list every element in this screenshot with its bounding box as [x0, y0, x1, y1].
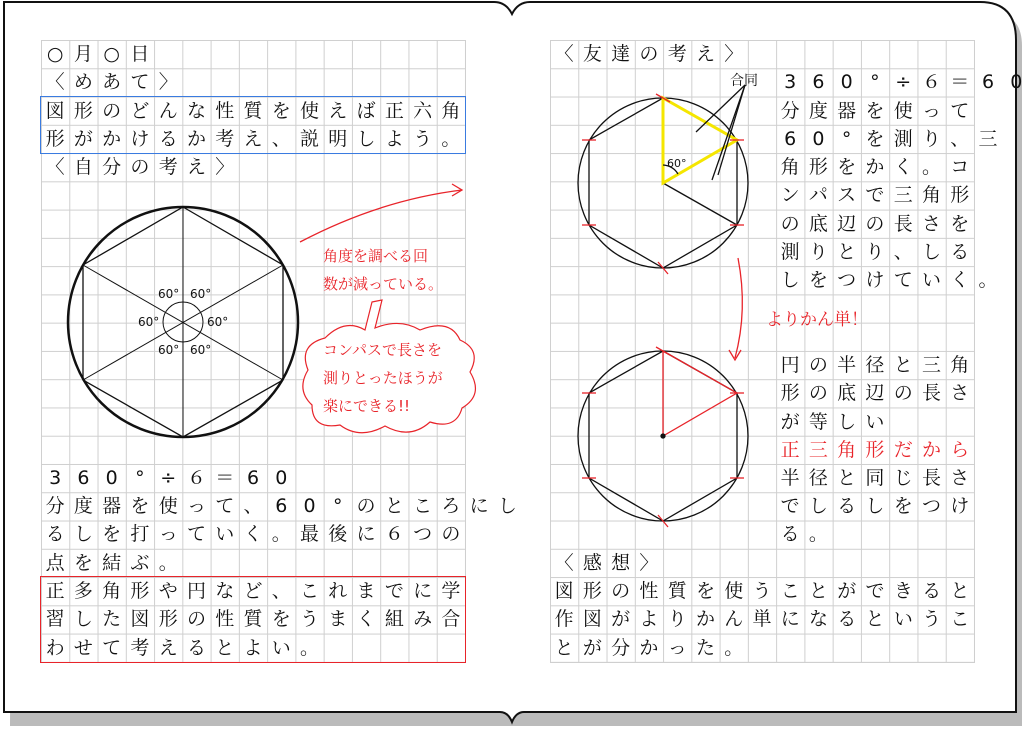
summary-line: わ せ て 考 え る と よ い 。	[45, 637, 320, 659]
reason-red-line: 正 三 角 形 だ か ら	[780, 439, 970, 461]
impression-heading: 〈 感 想 〉	[554, 552, 659, 574]
method-line: 3 6 0 ° ÷ ６ ＝ 6 0	[784, 71, 1023, 93]
angle-label: 60°	[190, 287, 212, 301]
reason-line: で し る し を つ け	[780, 495, 970, 517]
summary-line: 正 多 角 形 や 円 な ど 、 こ れ ま で に 学	[45, 580, 461, 602]
bubble-line: 測りとったほうが	[323, 369, 443, 387]
triangle-figure	[578, 351, 748, 521]
left-red-arrow	[300, 190, 462, 242]
friend-heading: 〈 友 達 の 考 え 〉	[554, 43, 744, 65]
explanation-line: る し を 打 っ て い く 。 最 後 に ６ つ の	[45, 523, 461, 545]
goal-heading: 〈 め あ て 〉	[45, 71, 178, 93]
my-idea-heading: 〈 自 分 の 考 え 〉	[45, 156, 235, 178]
explanation-line: 3 6 0 ° ÷ ６ ＝ 6 0	[49, 467, 288, 489]
method-line: 測 り と り 、 し る	[780, 241, 970, 263]
angle-label: 60°	[138, 315, 160, 329]
angle-label: 60°	[667, 157, 687, 170]
explanation-line: 分 度 器 を 使 っ て 、 6 0 ° の と こ ろ に し	[45, 495, 517, 517]
note-line: 角度を調べる回	[323, 247, 429, 265]
reason-line: 半 径 と 同 じ 長 さ	[780, 467, 970, 489]
reason-line: 形 の 底 辺 の 長 さ	[780, 382, 970, 404]
impression-line: 作 図 が よ り か ん 単 に な る と い う こ	[554, 608, 970, 630]
easier-note: よりかん単！	[766, 310, 868, 330]
bubble-line: 楽にできる!!	[323, 397, 411, 415]
angle-label: 60°	[158, 287, 180, 301]
goal-line: 図 形 の ど ん な 性 質 を 使 え ば 正 六 角	[45, 100, 461, 122]
impression-line: 図 形 の 性 質 を 使 う こ と が で き る と	[554, 580, 970, 602]
summary-line: 習 し た 図 形 の 性 質 を う ま く 組 み 合	[45, 608, 461, 630]
impression-line: と が 分 か っ た 。	[554, 637, 744, 659]
reason-line: 円 の 半 径 と 三 角	[780, 354, 970, 376]
reason-line: が 等 し い	[780, 411, 885, 433]
explanation-line: 点 を 結 ぶ 。	[45, 552, 178, 574]
right-red-arrow	[735, 258, 742, 358]
angle-label: 60°	[190, 343, 212, 357]
congruent-label: 合同	[730, 73, 758, 89]
method-line: 分 度 器 を 使 っ て	[780, 100, 970, 122]
reason-line: る 。	[780, 523, 828, 545]
angle-label: 60°	[158, 343, 180, 357]
method-line: し を つ け て い く 。	[780, 269, 998, 291]
method-line: の 底 辺 の 長 さ を	[780, 213, 970, 235]
friend-hexagon-figure	[578, 85, 748, 268]
method-line: 角 形 を か く 。 コ	[780, 156, 970, 178]
left-hexagon-figure	[68, 207, 298, 437]
date: ○ 月 ○ 日	[46, 43, 150, 65]
bubble-line: コンパスで長さを	[323, 341, 442, 359]
method-line: ン パ ス で 三 角 形	[780, 184, 970, 206]
note-line: 数が減っている。	[323, 275, 444, 293]
goal-line: 形 が か け る か 考 え 、 説 明 し よ う 。	[45, 128, 461, 150]
angle-label: 60°	[207, 315, 229, 329]
method-line: 6 0 ° を 測 り 、 三	[784, 128, 998, 150]
